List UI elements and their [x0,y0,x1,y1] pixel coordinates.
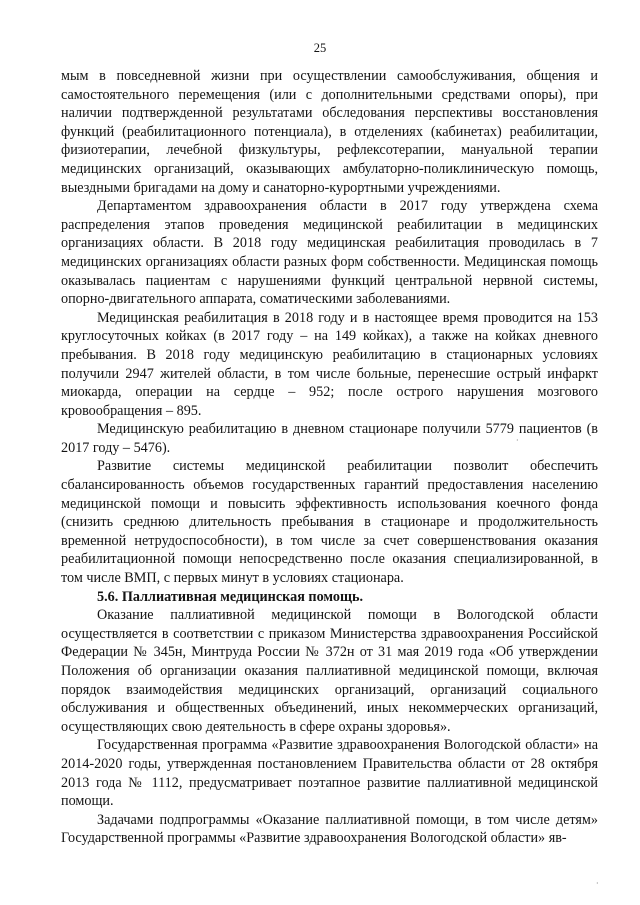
page-number: 25 [313,41,327,55]
paragraph-state-program: Государственная программа «Развитие здравоохранения Вологодской области» на 2014-2020 годы, утвержденная постановлением Правительства области от 28 октября 2013 года № 1112, предусматривает поэтапное развитие паллиативной медицинской помощи. [61,737,598,810]
paragraph-rehab-development: Развитие системы медицинской реабилитации позволит обеспечить сбалансированность объемов государственных гарантий предоставления населению медицинской помощи и повысить эффективность использования коечного фонда (снизить среднюю длительность пребывания в стационаре и продолжительность временной нетрудоспособности), в том числе за счет совершенствования оказания реабилитационной помощи непосредственно после оказания специализированной, в том числе ВМП, с первых минут в условиях стационара. [61,458,598,587]
page-body [61,67,598,848]
paragraph-palliative-order: Оказание паллиативной медицинской помощи в Вологодской области осуществляется в соответствии с приказом Министерства здравоохранения Российской Федерации № 345н, Минтруда России № 372н от 31 мая 2019 года «Об утверждении Положения об организации оказания паллиативной медицинской помощи, включая порядок взаимодействия медицинских организаций, организаций социального обслуживания и общественных объединений, иных некоммерческих организаций, осуществляющих свою деятельность в сфере охраны здоровья». [61,607,598,735]
paragraph-rehab-beds: Медицинская реабилитация в 2018 году и в настоящее время проводится на 153 круглосуточных койках (в 2017 году – на 149 койках), а также на койках дневного пребывания. В 2018 году медицинскую реабилитацию в стационарных условиях получили 2947 жителей области, в том числе больные, перенесшие острый инфаркт миокарда, операции на сердце – 952; после острого нарушения мозгового кровообращения – 895. [61,309,598,419]
paragraph-subprogram-tasks: Задачами подпрограммы «Оказание паллиативной помощи, в том числе детям» Государственной программы «Развитие здравоохранения Вологодской области» яв- [61,811,598,847]
paragraph-day-hospital: Медицинскую реабилитацию в дневном стационаре получили 5779 пациентов (в 2017 году – 5476). [61,421,598,456]
scan-speck: · [596,879,599,888]
section-heading: 5.6. Паллиативная медицинская помощь. [97,588,364,605]
scan-speck: · [516,436,519,445]
paragraph-continuation: мым в повседневной жизни при осуществлении самообслуживания, общения и самостоятельного перемещения (или с дополнительными средствами опоры), при наличии подтвержденной результатами обследования перспективы восстановления функций (реабилитационного потенциала), в отделениях (кабинетах) реабилитации, физиотерапии, лечебной физкультуры, рефлексотерапии, мануальной терапии медицинских организаций, оказывающих амбулаторно-поликлиническую помощь, выездными бригадами на дому и санаторно-курортными учреждениями. [61,68,598,196]
paragraph-rehab-scheme: Департаментом здравоохранения области в 2017 году утверждена схема распределения этапов проведения медицинской реабилитации в медицинских организациях области. В 2018 году медицинская реабилитация проводилась в 7 медицинских организациях области разных форм собственности. Медицинская помощь оказывалась пациентам с нарушениями функций центральной нервной системы, опорно-двигательного аппарата, соматическими заболеваниями. [61,198,598,308]
